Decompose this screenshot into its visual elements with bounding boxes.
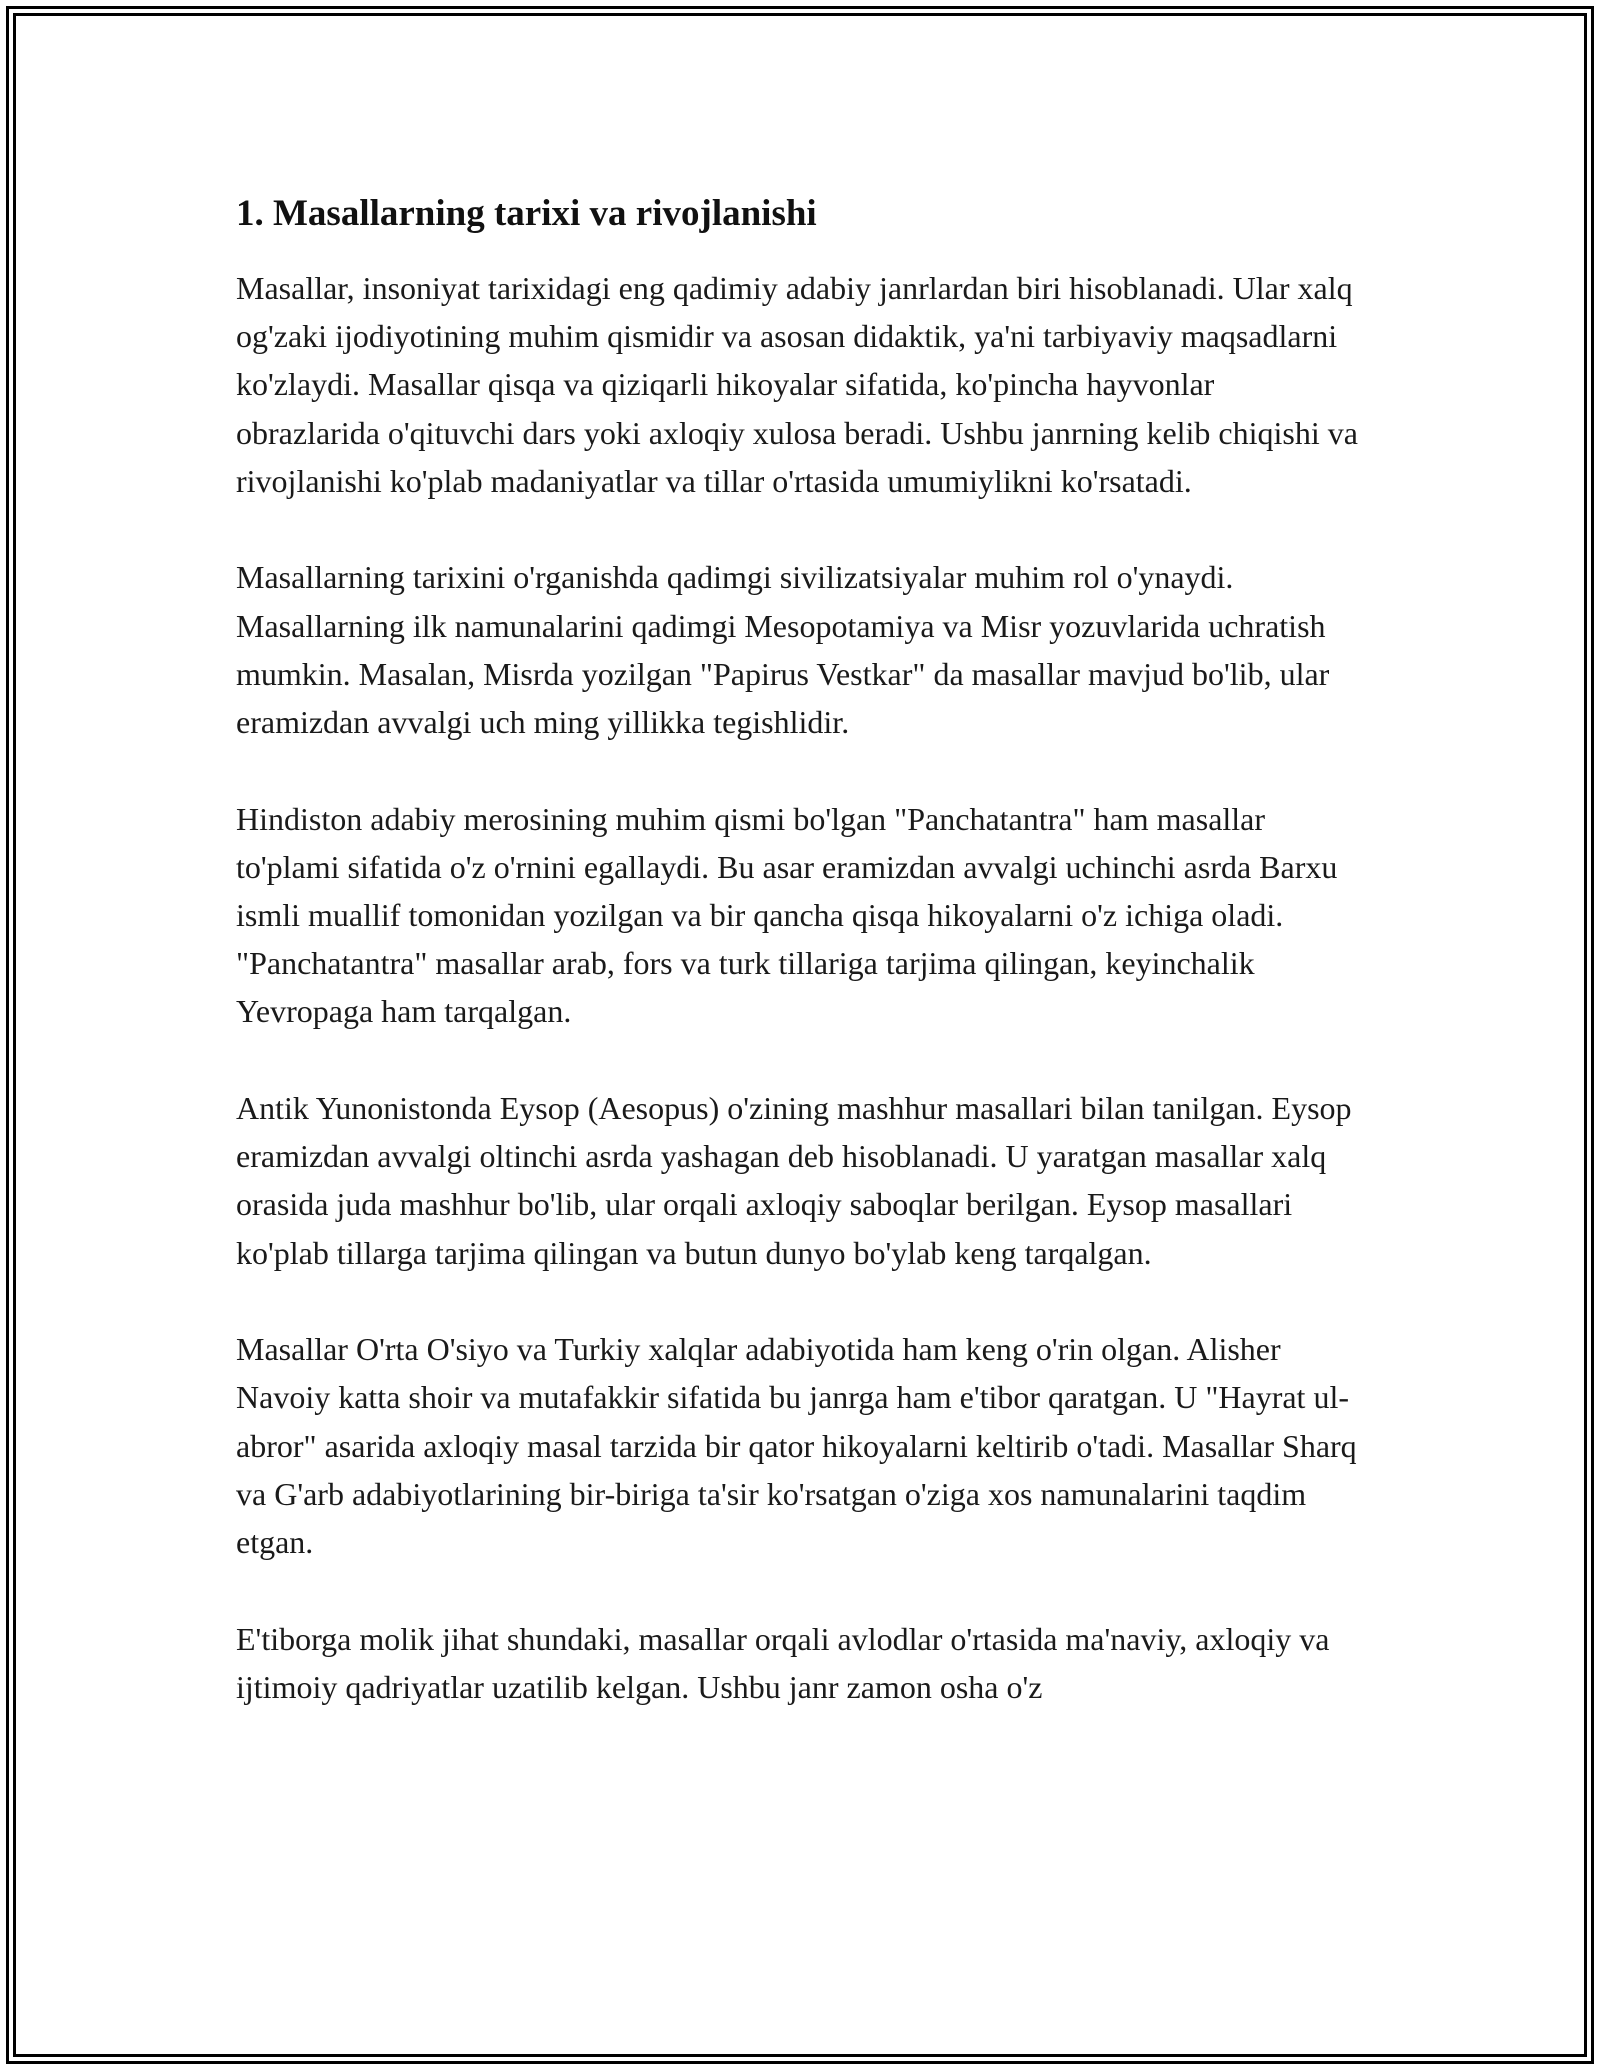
- section-heading: 1. Masallarning tarixi va rivojlanishi: [236, 193, 817, 234]
- paragraph-1: Masallar, insoniyat tarixidagi eng qadimiy adabiy janrlardan biri hisoblanadi. Ular xalq og'zaki ijodiyotining muhim qismidir va asosan didaktik, ya'ni tarbiyaviy maqsadlarni ko'zlaydi. Masallar qisqa va qiziqarli hikoyalar sifatida, ko'pincha hayvonlar obrazlarida o'qituvchi dars yoki axloqiy xulosa beradi. Ushbu janrning kelib chiqishi va rivojlanishi ko'plab madaniyatlar va tillar o'rtasida umumiylikni ko'rsatadi.: [236, 270, 1358, 499]
- paragraph-4: Antik Yunonistonda Eysop (Aesopus) o'zining mashhur masallari bilan tanilgan. Eysop eramizdan avvalgi oltinchi asrda yashagan deb hisoblanadi. U yaratgan masallar xalq orasida juda mashhur bo'lib, ular orqali axloqiy saboqlar berilgan. Eysop masallari ko'plab tillarga tarjima qilingan va butun dunyo bo'ylab keng tarqalgan.: [236, 1090, 1352, 1271]
- paragraph-5: Masallar O'rta O'siyo va Turkiy xalqlar adabiyotida ham keng o'rin olgan. Alisher Navoiy katta shoir va mutafakkir sifatida bu janrga ham e'tibor qaratgan. U "Hayrat ul-abror" asarida axloqiy masal tarzida bir qator hikoyalarni keltirib o'tadi. Masallar Sharq va G'arb adabiyotlarining bir-biriga ta'sir ko'rsatgan o'ziga xos namunalarini taqdim etgan.: [236, 1331, 1357, 1561]
- paragraph-6: E'tiborga molik jihat shundaki, masallar orqali avlodlar o'rtasida ma'naviy, axloqiy va ijtimoiy qadriyatlar uzatilib kelgan. Ushbu janr zamon osha o'z: [236, 1620, 1330, 1705]
- document-body: [236, 186, 1366, 1759]
- paragraph-2: Masallarning tarixini o'rganishda qadimgi sivilizatsiyalar muhim rol o'ynaydi. Masallarning ilk namunalarini qadimgi Mesopotamiya va Misr yozuvlarida uchratish mumkin. Masalan, Misrda yozilgan "Papirus Vestkar" da masallar mavjud bo'lib, ular eramizdan avvalgi uch ming yillikka tegishlidir.: [236, 559, 1330, 741]
- paragraph-3: Hindiston adabiy merosining muhim qismi bo'lgan "Panchatantra" ham masallar to'plami sifatida o'z o'rnini egallaydi. Bu asar eramizdan avvalgi uchinchi asrda Barxu ismli muallif tomonidan yozilgan va bir qancha qisqa hikoyalarni o'z ichiga oladi. "Panchatantra" masallar arab, fors va turk tillariga tarjima qilingan, keyinchalik Yevropaga ham tarqalgan.: [236, 800, 1338, 1030]
